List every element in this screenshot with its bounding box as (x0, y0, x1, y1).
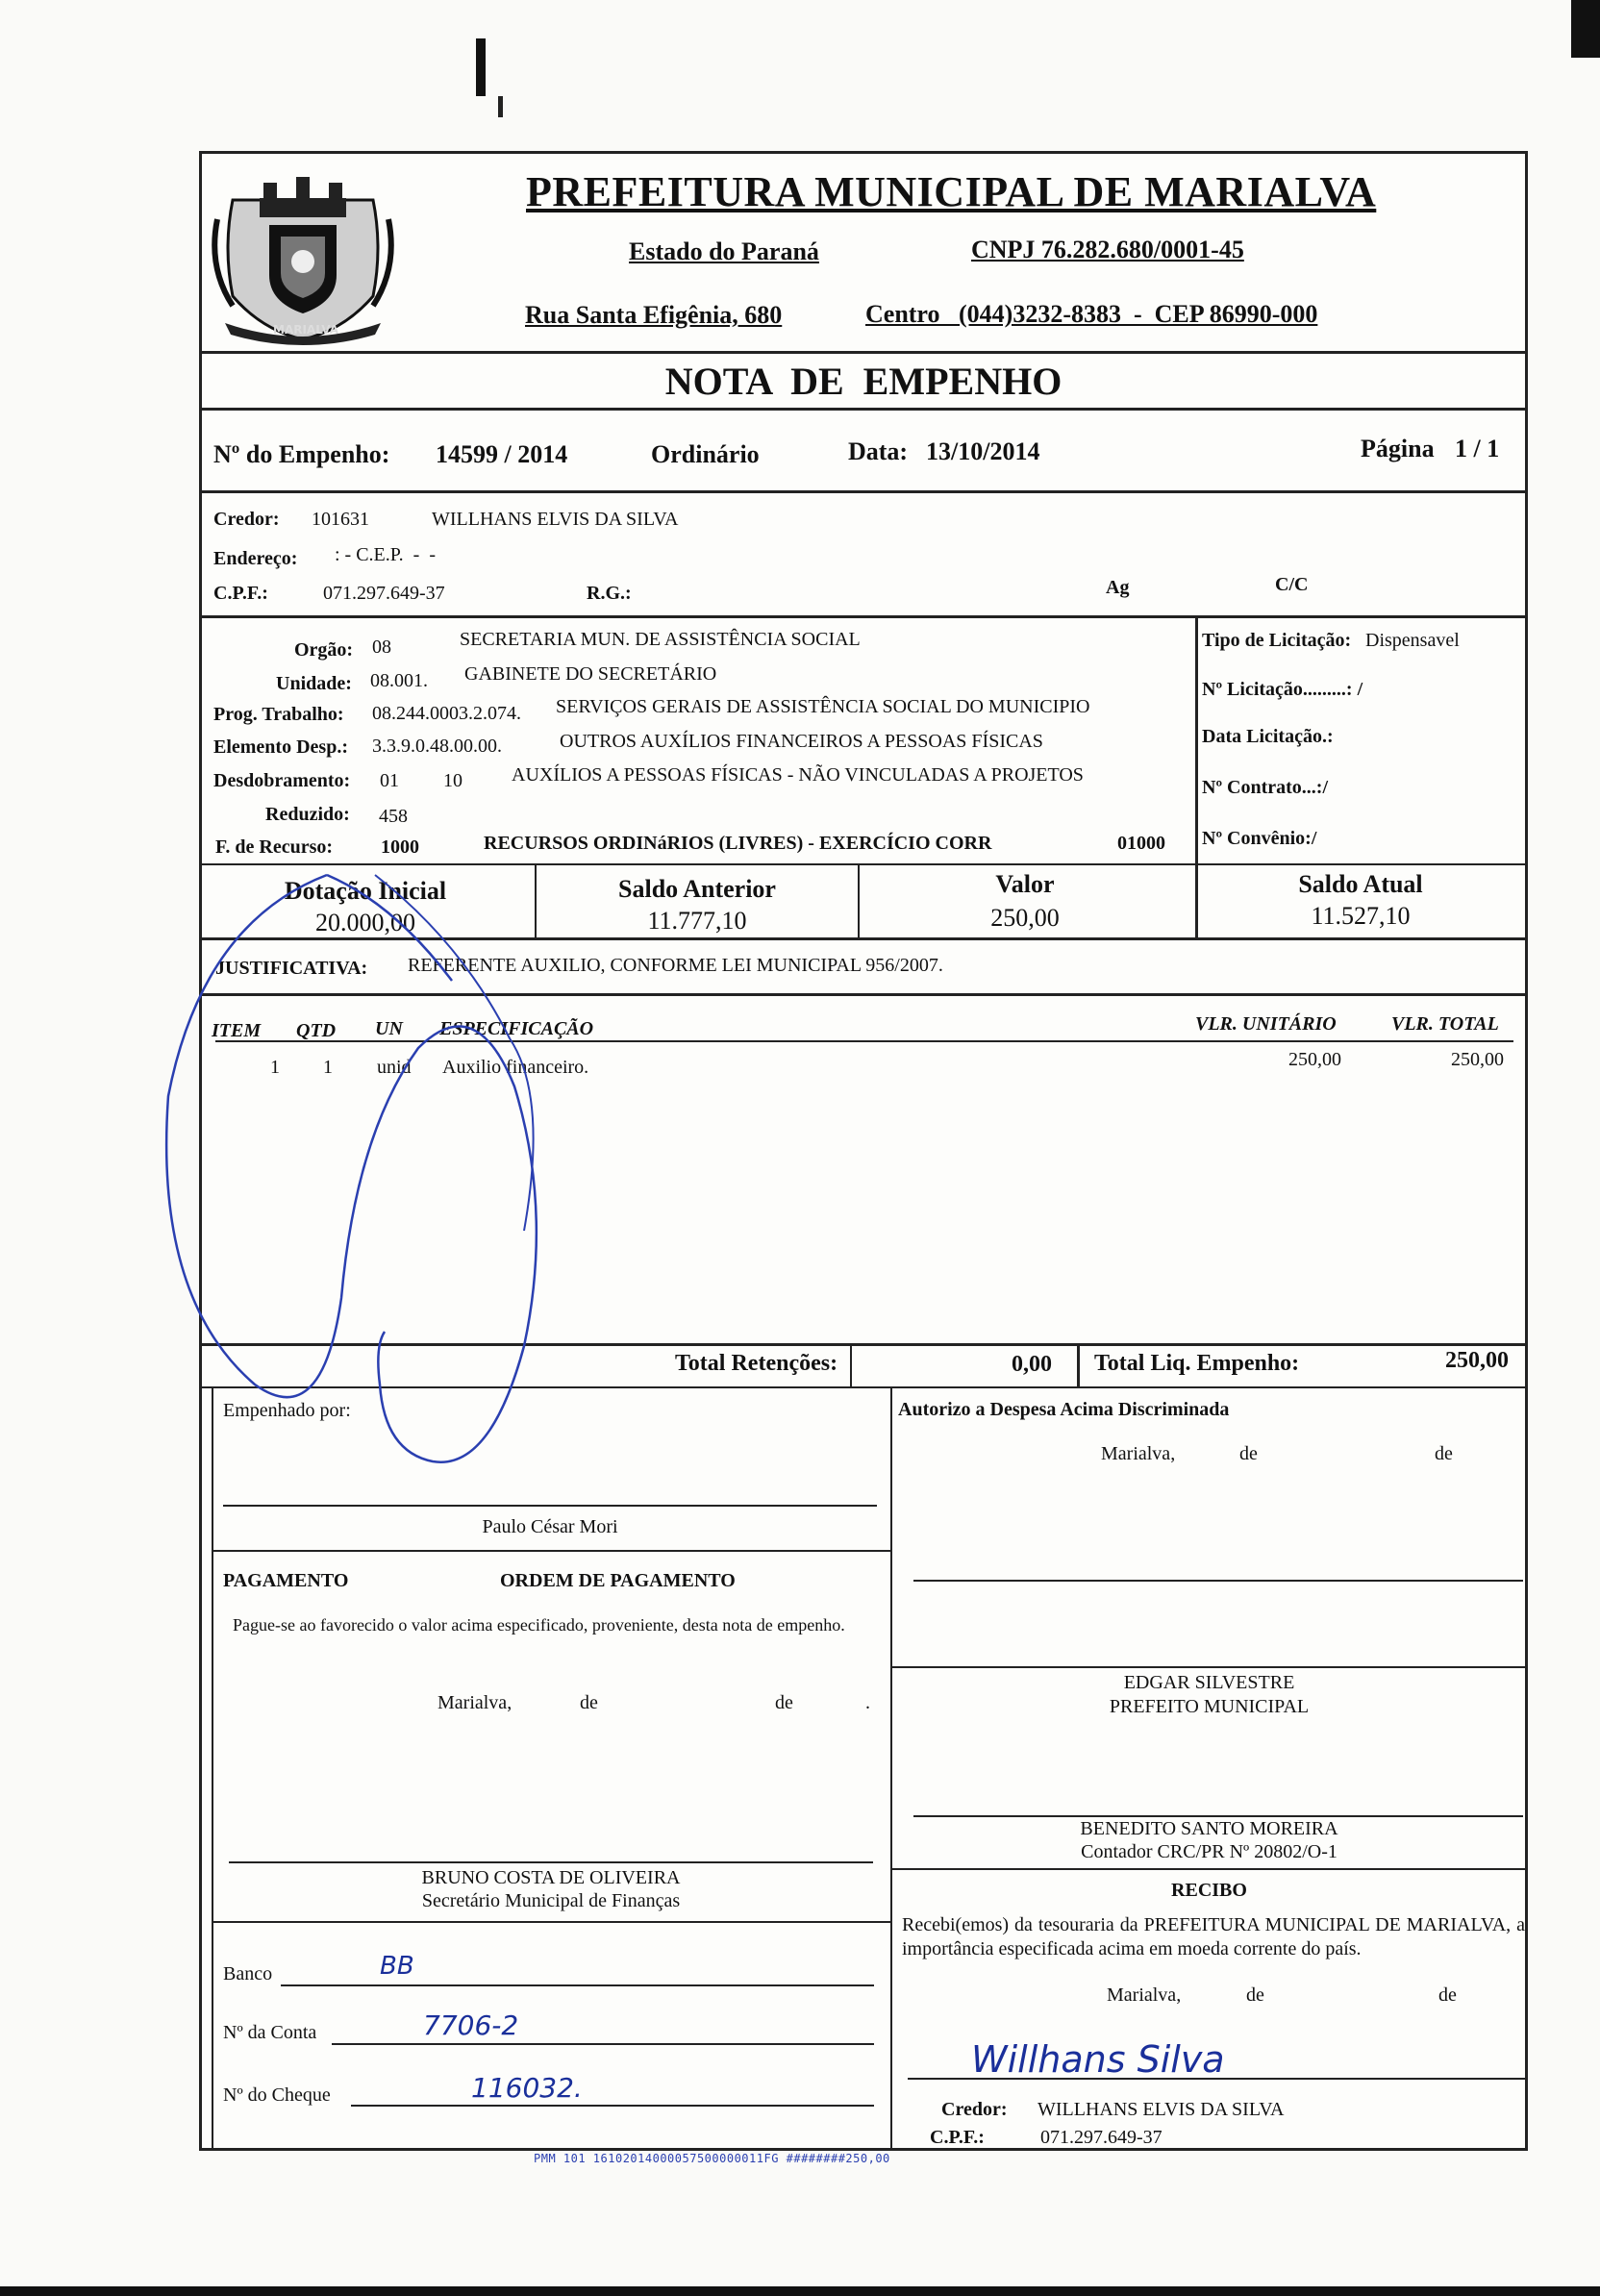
justificativa-label: JUSTIFICATIVA: (215, 958, 368, 979)
row-qtd: 1 (323, 1057, 333, 1078)
data-licitacao: Data Licitação.: (1202, 726, 1334, 747)
reduzido-value: 458 (379, 806, 408, 827)
credor-nome: WILLHANS ELVIS DA SILVA (432, 509, 679, 530)
divider (212, 1386, 213, 2151)
divider (199, 351, 1528, 354)
autorizo-label: Autorizo a Despesa Acima Discriminada (898, 1399, 1230, 1420)
scan-mark (498, 96, 503, 117)
recibo-local: Marialva, (1107, 1984, 1182, 2006)
estado-text: Estado do Paraná (629, 237, 819, 265)
divider (1195, 615, 1198, 937)
saldo-anterior-label: Saldo Anterior (618, 875, 776, 903)
recibo-de2: de (1438, 1984, 1457, 2006)
prefeito-nome: EDGAR SILVESTRE (1123, 1672, 1295, 1693)
row-vlr-total: 250,00 (1451, 1049, 1504, 1070)
cpf-value: 071.297.649-37 (323, 583, 445, 604)
num-convenio: Nº Convênio:/ (1202, 828, 1317, 849)
ag-label: Ag (1106, 577, 1130, 598)
col-especificacao: ESPECIFICAÇÃO (439, 1018, 594, 1039)
valor-value: 250,00 (990, 904, 1060, 932)
total-retencoes-value: 0,00 (1012, 1352, 1052, 1377)
col-qtd: QTD (296, 1020, 337, 1041)
prefeito-cargo: PREFEITO MUNICIPAL (1109, 1696, 1310, 1717)
pagamento-label: PAGAMENTO (223, 1570, 349, 1591)
row-vlr-unitario: 250,00 (1288, 1049, 1341, 1070)
elemento-descricao: OUTROS AUXÍLIOS FINANCEIROS A PESSOAS FÍSICAS (560, 731, 1043, 752)
col-un: UN (375, 1018, 403, 1039)
orgao-label: Orgão: (294, 639, 354, 661)
cheque-value: 116032. (471, 2072, 583, 2104)
cheque-label: Nº do Cheque (223, 2084, 331, 2106)
corner-mark (0, 2286, 1600, 2296)
row-especificacao: Auxilio financeiro. (442, 1057, 589, 1078)
divider (1077, 1343, 1080, 1386)
credor-label: Credor: (213, 509, 280, 530)
reduzido-label: Reduzido: (265, 804, 350, 825)
empenho-data-label: Data: (848, 437, 909, 465)
elemento-label: Elemento Desp.: (213, 736, 348, 758)
unidade-label: Unidade: (276, 673, 352, 694)
orgao-descricao: SECRETARIA MUN. DE ASSISTÊNCIA SOCIAL (460, 629, 861, 650)
recurso-extra: 01000 (1117, 833, 1165, 854)
recibo-de1: de (1246, 1984, 1264, 2006)
banco-value: BB (380, 1952, 414, 1981)
pagamento-de2: de (775, 1692, 793, 1713)
divider (850, 1343, 852, 1386)
divider (199, 408, 1528, 411)
credor-codigo: 101631 (312, 509, 369, 530)
num-licitacao: Nº Licitação.........: / (1202, 679, 1363, 700)
col-item: ITEM (212, 1020, 262, 1041)
empenho-number: 14599 / 2014 (436, 440, 568, 468)
elemento-codigo: 3.3.9.0.48.00.00. (372, 736, 502, 757)
autorizo-de1: de (1239, 1443, 1258, 1464)
ordem-pagamento-label: ORDEM DE PAGAMENTO (500, 1570, 736, 1591)
recurso-descricao: RECURSOS ORDINáRIOS (LIVRES) - EXERCÍCIO CORR (484, 833, 992, 854)
recibo-credor-nome: WILLHANS ELVIS DA SILVA (1038, 2099, 1285, 2120)
doc-title: NOTA DE EMPENHO (664, 360, 1062, 403)
pagina-label: Página (1361, 435, 1435, 462)
signature-line (229, 1861, 873, 1863)
orgao-codigo: 08 (372, 636, 391, 658)
divider (212, 1921, 890, 1923)
desdobramento-b: 10 (443, 770, 462, 791)
pagamento-local: Marialva, (438, 1692, 512, 1713)
empenho-number-label: Nº do Empenho: (213, 440, 390, 468)
empenhado-label: Empenhado por: (223, 1400, 351, 1421)
pagamento-de1: de (580, 1692, 598, 1713)
signature-line (908, 2078, 1527, 2080)
signature-line (913, 1580, 1523, 1582)
empenho-data: 13/10/2014 (926, 437, 1040, 465)
recibo-texto: Recebi(emos) da tesouraria da PREFEITURA MUNICIPAL DE MARIALVA, a importância especificada acima em moeda corrente do país. (902, 1914, 1525, 1959)
num-contrato: Nº Contrato...:/ (1202, 777, 1329, 798)
divider (858, 863, 860, 937)
justificativa-texto: REFERENTE AUXILIO, CONFORME LEI MUNICIPAL 956/2007. (408, 955, 943, 976)
total-retencoes-label: Total Retenções: (675, 1351, 838, 1376)
recurso-label: F. de Recurso: (215, 836, 334, 858)
contador-cargo: Contador CRC/PR Nº 20802/O-1 (1081, 1841, 1338, 1862)
desdobramento-label: Desdobramento: (213, 770, 351, 791)
recibo-cpf-label: C.P.F.: (930, 2127, 985, 2148)
dotacao-label: Dotação Inicial (284, 877, 447, 905)
total-liq-label: Total Liq. Empenho: (1094, 1351, 1300, 1376)
crest-banner-text: MARIALVA (273, 323, 338, 337)
signature-line (913, 1815, 1523, 1817)
empenhado-nome: Paulo César Mori (482, 1516, 618, 1537)
recibo-label: RECIBO (1171, 1880, 1247, 1901)
divider (890, 1386, 892, 2151)
secretario-cargo: Secretário Municipal de Finanças (421, 1890, 681, 1911)
divider (890, 1666, 1528, 1668)
credor-signature: Willhans Silva (971, 2038, 1225, 2081)
tipo-licitacao-value: Dispensavel (1365, 630, 1460, 651)
pagamento-texto: Pague-se ao favorecido o valor acima especificado, proveniente, desta nota de empenho. (233, 1615, 845, 1635)
signature-line (223, 1505, 877, 1507)
corner-mark (1571, 0, 1600, 58)
municipal-crest (204, 162, 402, 354)
recurso-codigo: 1000 (381, 836, 419, 858)
prog-codigo: 08.244.0003.2.074. (372, 703, 521, 724)
endereco-value: : - C.E.P. - - (335, 544, 436, 565)
desdobramento-descricao: AUXÍLIOS A PESSOAS FÍSICAS - NÃO VINCULADAS A PROJETOS (512, 764, 1084, 786)
saldo-anterior-value: 11.777,10 (647, 907, 747, 935)
col-vlr-unitario: VLR. UNITÁRIO (1195, 1013, 1337, 1035)
row-item: 1 (270, 1057, 280, 1078)
banco-label: Banco (223, 1963, 273, 1984)
total-liq-value: 250,00 (1445, 1348, 1509, 1373)
conta-line (332, 2043, 874, 2045)
divider (199, 615, 1528, 618)
unidade-codigo: 08.001. (370, 670, 428, 691)
desdobramento-a: 01 (380, 770, 399, 791)
divider (890, 1868, 1528, 1870)
rua-text: Rua Santa Efigênia, 680 (525, 301, 783, 329)
cnpj-text: CNPJ 76.282.680/0001-45 (971, 236, 1244, 263)
pagamento-ponto: . (865, 1692, 870, 1713)
contador-nome: BENEDITO SANTO MOREIRA (1080, 1818, 1338, 1839)
unidade-descricao: GABINETE DO SECRETÁRIO (464, 663, 717, 685)
prog-descricao: SERVIÇOS GERAIS DE ASSISTÊNCIA SOCIAL DO MUNICIPIO (556, 696, 1090, 717)
valor-label: Valor (995, 870, 1055, 898)
recibo-credor-label: Credor: (941, 2099, 1008, 2120)
recibo-cpf: 071.297.649-37 (1040, 2127, 1162, 2148)
autorizo-de2: de (1435, 1443, 1453, 1464)
secretario-nome: BRUNO COSTA DE OLIVEIRA (421, 1867, 681, 1888)
conta-value: 7706-2 (423, 2009, 519, 2041)
tipo-licitacao-label: Tipo de Licitação: (1202, 630, 1352, 651)
divider (199, 490, 1528, 493)
saldo-atual-label: Saldo Atual (1298, 870, 1423, 898)
pagina-number: 1 / 1 (1455, 435, 1500, 462)
dotacao-value: 20.000,00 (315, 909, 415, 936)
footer-code: PMM 101 16102014000057500000011FG ########250,00 (534, 2152, 890, 2165)
endereco-label: Endereço: (213, 548, 298, 569)
row-un: unid (377, 1057, 412, 1078)
rg-label: R.G.: (587, 583, 632, 604)
prog-label: Prog. Trabalho: (213, 704, 344, 725)
cheque-line (351, 2105, 874, 2107)
col-vlr-total: VLR. TOTAL (1391, 1013, 1499, 1035)
banco-line (281, 1984, 874, 1986)
page-title: PREFEITURA MUNICIPAL DE MARIALVA (526, 168, 1377, 215)
cpf-label: C.P.F.: (213, 583, 268, 604)
divider (212, 1550, 890, 1552)
scan-mark (476, 38, 486, 96)
empenho-tipo: Ordinário (651, 440, 760, 468)
saldo-atual-value: 11.527,10 (1311, 902, 1411, 930)
cc-label: C/C (1275, 574, 1309, 595)
conta-label: Nº da Conta (223, 2022, 317, 2043)
pen-annotation-scribble (144, 846, 683, 1500)
autorizo-local: Marialva, (1101, 1443, 1176, 1464)
endereco-text: Centro (044)3232-8383 - CEP 86990-000 (865, 300, 1318, 328)
